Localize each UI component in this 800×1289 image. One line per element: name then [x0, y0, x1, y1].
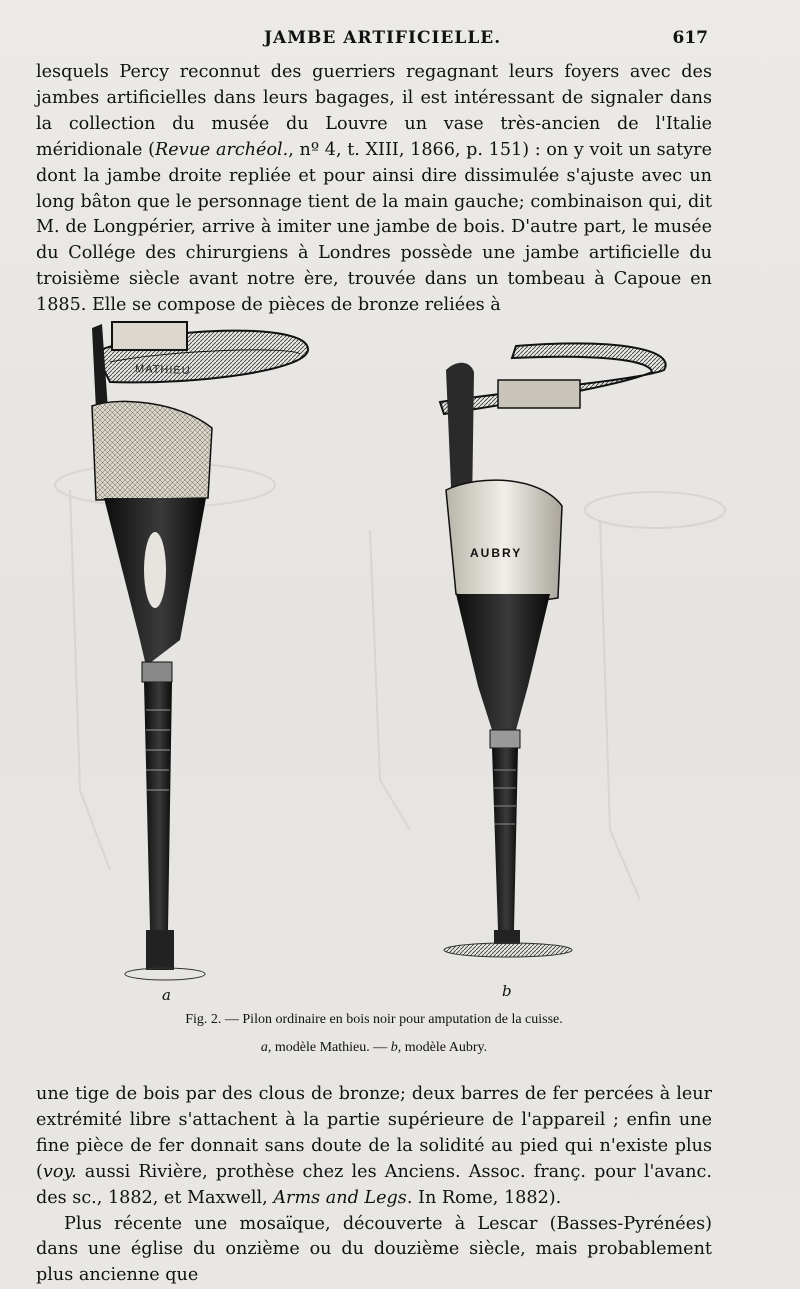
figure-illustration — [0, 310, 800, 1010]
bottom-paragraphs — [36, 1082, 712, 1289]
leg-b-aubry — [440, 343, 666, 957]
text-run: une tige de bois par des clous de bronze; deux barres de fer percées à leur extrémité libre s'attachent à la partie supérieure de l'appareil ; enfin une fine pièce de fer donnait sans doute de la solidité au pied qui n'existe plus ( — [36, 1084, 712, 1182]
italic-voy: voy. — [42, 1161, 77, 1182]
text-run: lesquels Percy reconnut des guerriers regagnant leurs foyers avec des jambes artificielles dans leurs bagages, il est intéressant de signaler dans la collection du musée du Louvre un vase très-ancien de l'Italie méridionale ( — [36, 62, 712, 160]
socket-label-aubry: AUBRY — [470, 546, 523, 560]
caption-text: , modèle Mathieu. — — [267, 1040, 391, 1055]
running-title: JAMBE ARTIFICIELLE. — [264, 28, 502, 48]
caption-label-b: b — [390, 1040, 398, 1055]
paragraph-1 — [36, 60, 712, 319]
figure-label-b: b — [502, 982, 512, 1000]
figure-caption-line-1: Fig. 2. — Pilon ordinaire en bois noir pour amputation de la cuisse. — [185, 1012, 563, 1027]
caption-text: , modèle Aubry. — [397, 1040, 488, 1055]
paragraph-3: Plus récente une mosaïque, découverte à Lescar (Basses-Pyrénées) dans une église du onzième ou du douzième siècle, mais probablement plus ancienne que — [36, 1213, 712, 1286]
figure-2 — [0, 310, 800, 1010]
text-run: . In Rome, 1882). — [406, 1187, 562, 1208]
page-number: 617 — [672, 28, 708, 48]
figure-label-a: a — [162, 986, 171, 1004]
strap-label-mathieu: MATHIEU — [134, 363, 191, 377]
paragraph-2 — [36, 1082, 712, 1212]
book-title: Arms and Legs — [273, 1187, 407, 1208]
figure-caption-line-2 — [36, 1040, 712, 1056]
running-header — [36, 28, 708, 56]
text-run: , nº 4, t. XIII, 1866, p. 151) : on y voit un satyre dont la jambe droite repliée et pour ainsi dire dissimulée s'ajuste avec un long bâton que le personnage tient de la main gauche; combinaison qui, dit M. de Longpérier, arrive à imiter une jambe de bois. D'autre part, le musée du Collége des chirurgiens à Londres possède une jambe artificielle du troisième siècle avant notre ère, trouvée dans un tombeau à Capoue en 1885. Elle se compose de pièces de bronze reliées à — [36, 139, 712, 316]
reference-title: Revue archéol. — [154, 139, 289, 160]
text-run: aussi Rivière, prothèse chez les Anciens. Assoc. franç. pour l'avanc. des sc., 1882, et Maxwell, — [36, 1161, 712, 1208]
top-paragraph — [36, 60, 712, 319]
leg-a-mathieu — [92, 322, 308, 980]
caption-label-a: a — [260, 1040, 268, 1055]
